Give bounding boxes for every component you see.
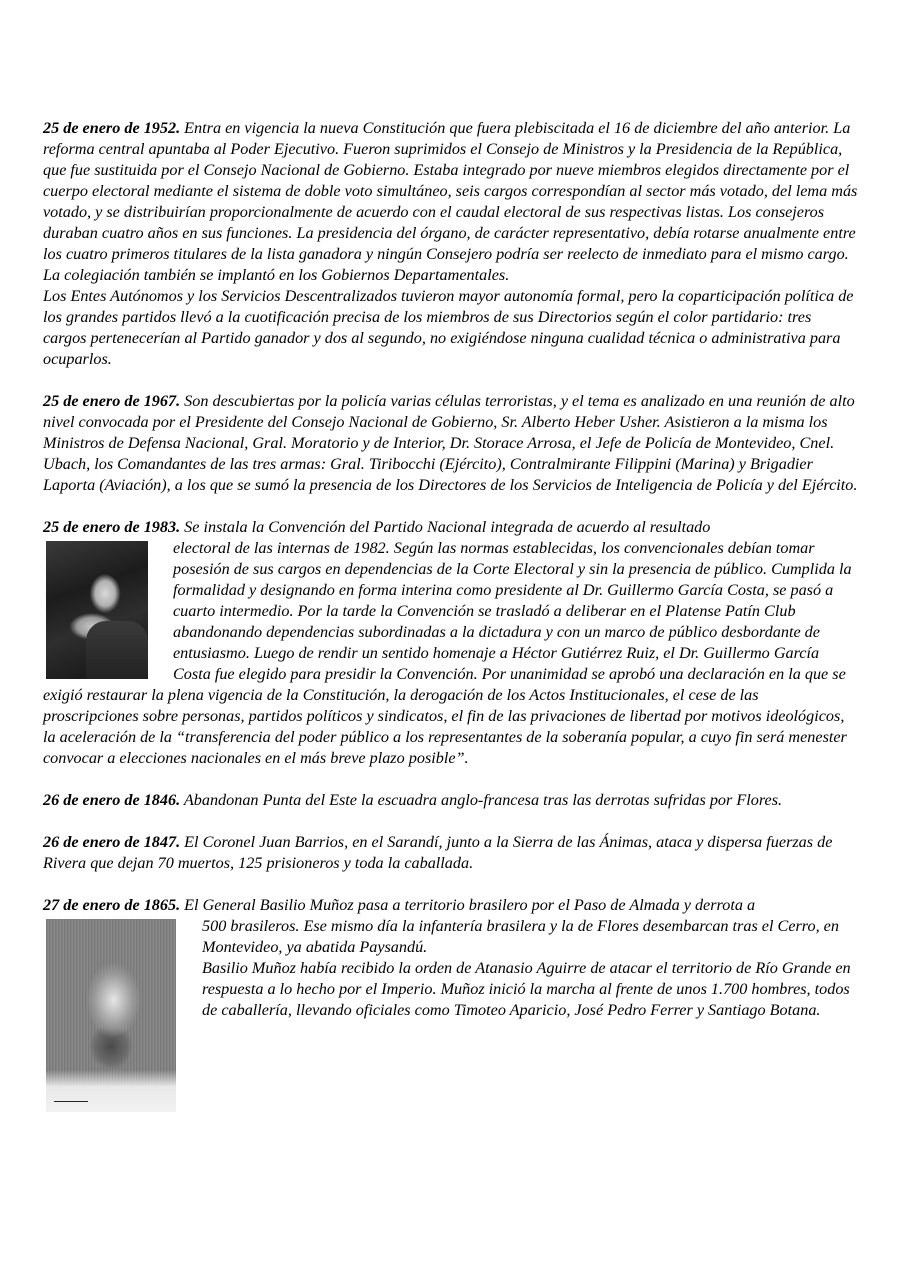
engraved-portrait-bearded-man bbox=[46, 919, 176, 1112]
entry-text: Entra en vigencia la nueva Constitución que fuera plebiscitada el 16 de diciembre del año anterior. La reforma central apuntaba al Poder Ejecutivo. Fueron suprimidos el Consejo de Ministros y la Presidencia de la República, que fue sustituida por el Consejo Nacional de Gobierno. Estaba integrado por nueve miembros elegidos directamente por el cuerpo electoral mediante el sistema de doble voto simultáneo, seis cargos correspondían al sector más votado, del lema más votado, y se distribuirían proporcionalmente de acuerdo con el caudal electoral de sus respectivas listas. Los consejeros duraban cuatro años en sus funciones. La presidencia del órgano, de carácter representativo, debía rotarse anualmente entre los cuatro primeros titulares de la lista ganadora y ningún Consejero podría ser reelecto de inmediato para el mismo cargo. bbox=[43, 119, 858, 263]
entry-1967 bbox=[43, 391, 858, 496]
portrait-photo-man-smoking bbox=[46, 541, 148, 679]
entry-1847 bbox=[43, 832, 858, 874]
entry-text-rest: 500 brasileros. Ese mismo día la infantería brasilera y la de Flores desembarcan tras el Cerro, en Montevideo, ya abatida Paysandú. bbox=[202, 917, 839, 956]
entry-date: 27 de enero de 1865. bbox=[43, 896, 181, 914]
entry-text-lead: Se instala la Convención del Partido Nacional integrada de acuerdo al resultado bbox=[184, 518, 711, 536]
document-page bbox=[43, 118, 858, 1133]
entry-date: 25 de enero de 1967. bbox=[43, 392, 181, 410]
entry-date: 26 de enero de 1846. bbox=[43, 791, 181, 809]
entry-paragraph bbox=[43, 517, 858, 538]
entry-date: 25 de enero de 1952. bbox=[43, 119, 181, 137]
entry-1952 bbox=[43, 118, 858, 370]
entry-paragraph: Basilio Muñoz había recibido la orden de Atanasio Aguirre de atacar el territorio de Río Grande en respuesta a lo hecho por el Imperio. Muñoz inició la marcha al frente de unos 1.700 hombres, todos de caballería, llevando oficiales como Timoteo Aparicio, José Pedro Ferrer y Santiago Botana. bbox=[202, 959, 851, 1019]
entry-text: El Coronel Juan Barrios, en el Sarandí, junto a la Sierra de las Ánimas, ataca y dispersa fuerzas de Rivera que dejan 70 muertos, 125 prisioneros y toda la caballada. bbox=[43, 833, 833, 872]
entry-paragraph: La colegiación también se implantó en los Gobiernos Departamentales. bbox=[43, 266, 510, 284]
entry-paragraph bbox=[43, 391, 858, 496]
entry-paragraph bbox=[43, 790, 858, 811]
entry-paragraph bbox=[43, 832, 858, 874]
entry-paragraph bbox=[43, 118, 858, 265]
entry-1983 bbox=[43, 517, 858, 769]
entry-text-rest: electoral de las internas de 1982. Según las normas establecidas, los convencionales debían tomar posesión de sus cargos en dependencias de la Corte Electoral y sin la presencia de público. Cumplida la formalidad y designando en forma interina como presidente al Dr. Guillermo García Costa, se pasó a cuarto intermedio. Por la tarde la Convención se trasladó a deliberar en el Platense Patín Club abandonando dependencias subordinadas a la dictadura y con un marco de público desbordante de entusiasmo. Luego de rendir un sentido homenaje a Héctor Gutiérrez Ruiz, el Dr. Guillermo García Costa fue elegido para presidir la Convención. Por unanimidad se aprobó una declaración en la que se exigió restaurar la plena vigencia de la Constitución, la derogación de los Actos Institucionales, el cese de las proscripciones sobre personas, partidos políticos y sindicatos, el fin de las privaciones de libertad por motivos ideológicos, la aceleración de la “transferencia del poder público a los representantes de la soberanía popular, a cuyo fin será menester convocar a elecciones nacionales en el más breve plazo posible”. bbox=[43, 539, 852, 767]
entry-text: Son descubiertas por la policía varias células terroristas, y el tema es analizado en una reunión de alto nivel convocada por el Presidente del Consejo Nacional de Gobierno, Sr. Alberto Heber Usher. Asistieron a la misma los Ministros de Defensa Nacional, Gral. Moratorio y de Interior, Dr. Storace Arrosa, el Jefe de Policía de Montevideo, Cnel. Ubach, los Comandantes de las tres armas: Gral. Tiribocchi (Ejército), Contralmirante Filippini (Marina) y Brigadier Laporta (Aviación), a los que se sumó la presencia de los Directores de los Servicios de Inteligencia de Policía y del Ejército. bbox=[43, 392, 858, 494]
entry-date: 26 de enero de 1847. bbox=[43, 833, 181, 851]
entry-1846 bbox=[43, 790, 858, 811]
entry-text: Abandonan Punta del Este la escuadra anglo-francesa tras las derrotas sufridas por Flores. bbox=[183, 791, 783, 809]
entry-1865 bbox=[43, 895, 858, 1112]
artist-signature bbox=[54, 1095, 88, 1102]
entry-date: 25 de enero de 1983. bbox=[43, 518, 181, 536]
entry-text-lead: El General Basilio Muñoz pasa a territorio brasilero por el Paso de Almada y derrota a bbox=[184, 896, 756, 914]
entry-paragraph bbox=[43, 895, 858, 916]
entry-paragraph: Los Entes Autónomos y los Servicios Descentralizados tuvieron mayor autonomía formal, pero la coparticipación política de los grandes partidos llevó a la cuotificación precisa de los miembros de sus Directorios según el color partidario: tres cargos pertenecerían al Partido ganador y dos al segundo, no exigiéndose ninguna cualidad técnica o administrativa para ocuparlos. bbox=[43, 287, 854, 368]
